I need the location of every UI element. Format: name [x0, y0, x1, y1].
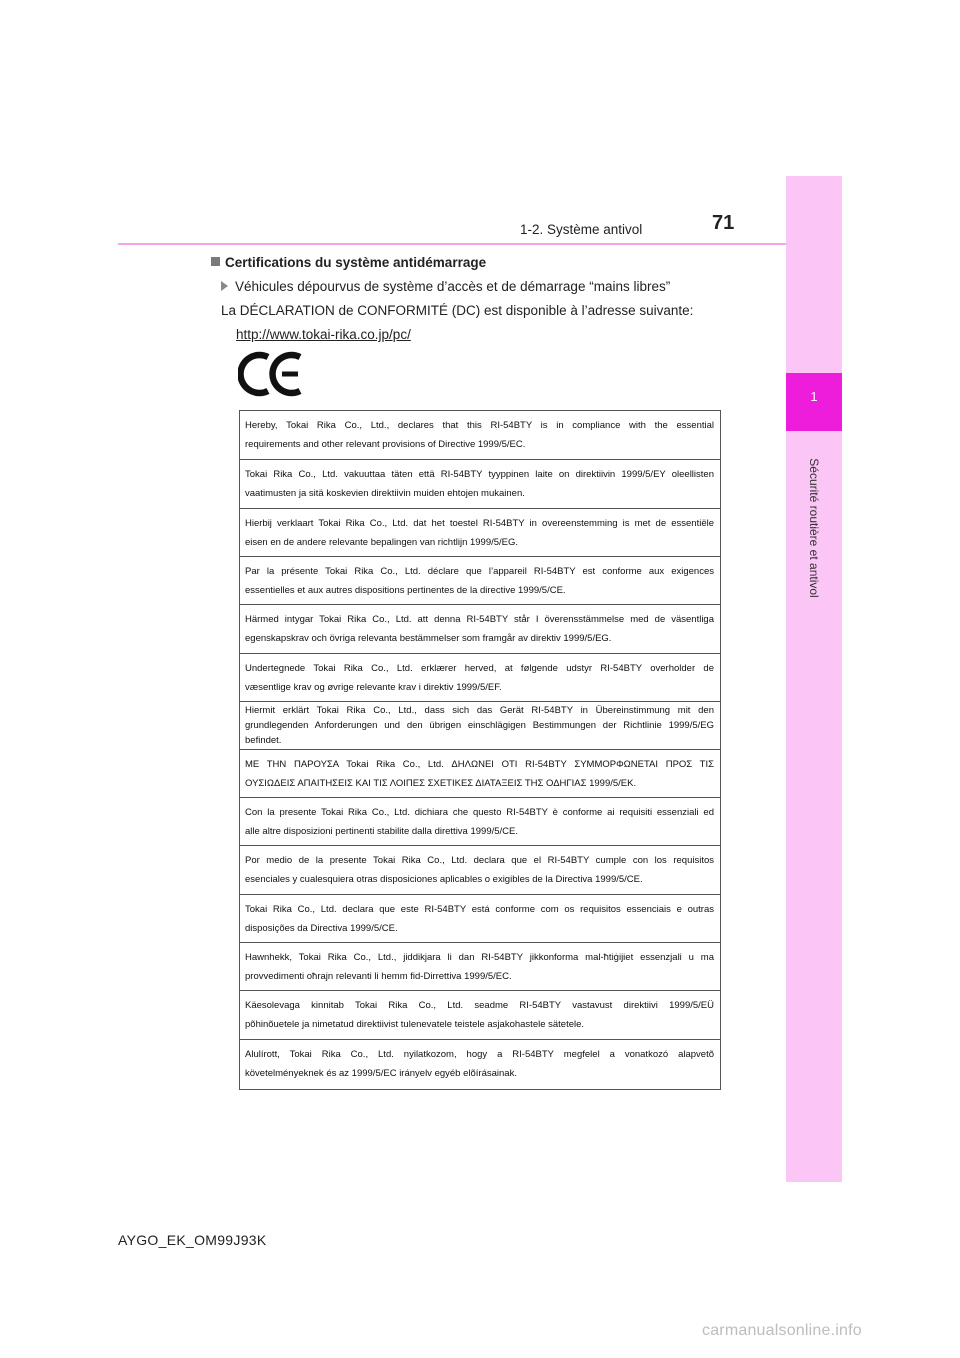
declaration-line: væsentlige krav og øvrige relevante krav i direktiv 1999/5/EF.	[245, 682, 502, 693]
declaration-line: Hereby, Tokai Rika Co., Ltd., declares that this RI-54BTY is in compliance with the essential	[245, 420, 714, 431]
declaration-line: ΜΕ ΤΗΝ ΠΑΡΟΥΣΑ Tokai Rika Co., Ltd. ΔΗΛΩΝΕΙ ΟΤΙ RI-54BTY ΣΥΜΜΟΡΦΩΝΕΤΑΙ ΠΡΟΣ ΤΙΣ	[245, 759, 714, 770]
declaration-row	[240, 701, 720, 749]
declaration-line: Por medio de la presente Tokai Rika Co., Ltd. declara que el RI-54BTY cumple con los requisitos	[245, 855, 714, 866]
declaration-line: eisen en de andere relevante bepalingen van richtlijn 1999/5/EG.	[245, 537, 519, 548]
section-title: 1-2. Système antivol	[520, 222, 643, 237]
ce-mark-logo	[238, 348, 308, 400]
declaration-line: requirements and other relevant provisions of Directive 1999/5/EC.	[245, 439, 526, 450]
declaration-line: vaatimusten ja sitä koskevien direktiivin muiden ehtojen mukainen.	[245, 488, 525, 499]
chapter-number: 1	[810, 389, 818, 404]
declaration-url-link[interactable]: http://www.tokai-rika.co.jp/pc/	[236, 327, 411, 342]
declaration-row	[240, 653, 720, 701]
page-number: 71	[712, 212, 735, 234]
declaration-row	[240, 749, 720, 797]
declaration-line: põhinõuetele ja nimetatud direktiivist tulenevatele teistele asjakohastele sätetele.	[245, 1019, 585, 1030]
body-text: La DÉCLARATION de CONFORMITÉ (DC) est disponible à l’adresse suivante:	[221, 303, 694, 318]
section-heading	[211, 255, 486, 270]
subheading	[221, 279, 670, 294]
declaration-line: Alulírott, Tokai Rika Co., Ltd. nyilatkozom, hogy a RI-54BTY megfelel a vonatkozó alapvetõ	[245, 1049, 714, 1060]
document-id: AYGO_EK_OM99J93K	[118, 1232, 267, 1248]
declaration-line: esenciales y cualesquiera otras disposiciones aplicables o exigibles de la Directiva 1999/5/CE.	[245, 874, 643, 885]
declaration-line: Undertegnede Tokai Rika Co., Ltd. erklærer herved, at følgende udstyr RI-54BTY overholder de	[245, 663, 714, 674]
declaration-line: Hawnhekk, Tokai Rika Co., Ltd., jiddikjara li dan RI-54BTY jikkonforma mal-ħtiġijiet essenzjali u ma	[245, 952, 714, 963]
declaration-line: Käesolevaga kinnitab Tokai Rika Co., Ltd. seadme RI-54BTY vastavust direktiivi 1999/5/EÜ	[245, 1000, 714, 1011]
declaration-row	[240, 1039, 720, 1090]
declaration-line: egenskapskrav och övriga relevanta bestämmelser som framgår av direktiv 1999/5/EG.	[245, 633, 612, 644]
declaration-line: disposições da Directiva 1999/5/CE.	[245, 923, 398, 934]
declaration-line: Tokai Rika Co., Ltd. declara que este RI-54BTY está conforme com os requisitos essenciais e outras	[245, 904, 714, 915]
heading-text: Certifications du système antidémarrage	[225, 255, 487, 270]
declaration-row	[240, 797, 720, 845]
declaration-table	[239, 410, 721, 1090]
declaration-line: Par la présente Tokai Rika Co., Ltd. déclare que l’appareil RI-54BTY est conforme aux exigences	[245, 566, 714, 577]
declaration-row	[240, 990, 720, 1039]
declaration-line: Hiermit erklärt Tokai Rika Co., Ltd., dass sich das Gerät RI-54BTY in Übereinstimmung mit den	[245, 705, 714, 716]
declaration-line: grundlegenden Anforderungen und den übrigen einschlägigen Bestimmungen der Richtlinie 1999/5/EG	[245, 720, 714, 731]
side-tab	[786, 176, 842, 1182]
declaration-line: Con la presente Tokai Rika Co., Ltd. dichiara che questo RI-54BTY è conforme ai requisiti essenziali ed	[245, 807, 714, 818]
watermark: carmanualsonline.info	[702, 1322, 862, 1339]
declaration-row	[240, 411, 720, 459]
declaration-line: Hierbij verklaart Tokai Rika Co., Ltd. dat het toestel RI-54BTY in overeenstemming is met de essentiële	[245, 518, 714, 529]
subheading-text: Véhicules dépourvus de système d’accès et de démarrage “mains libres”	[235, 279, 671, 294]
declaration-row	[240, 556, 720, 604]
declaration-row	[240, 459, 720, 508]
declaration-row	[240, 942, 720, 990]
header-divider	[118, 243, 786, 245]
declaration-row	[240, 845, 720, 894]
declaration-line: provvedimenti oħrajn relevanti li hemm fid-Dirrettiva 1999/5/EC.	[245, 971, 512, 982]
declaration-line: befindet.	[245, 735, 282, 746]
declaration-line: alle altre disposizioni pertinenti stabilite dalla direttiva 1999/5/CE.	[245, 826, 519, 837]
declaration-line: ΟΥΣΙΩΔΕΙΣ ΑΠΑΙΤΗΣΕΙΣ ΚΑΙ ΤΙΣ ΛΟΙΠΕΣ ΣΧΕΤΙΚΕΣ ΔΙΑΤΑΞΕΙΣ ΤΗΣ ΟΔΗΓΙΑΣ 1999/5/ΕΚ.	[245, 778, 637, 789]
chapter-label: Sécurité routière et antivol	[807, 458, 821, 598]
declaration-line: Tokai Rika Co., Ltd. vakuuttaa täten että RI-54BTY tyyppinen laite on direktiivin 1999/5/EY oleellisten	[245, 469, 714, 480]
declaration-row	[240, 508, 720, 556]
declaration-row	[240, 604, 720, 653]
declaration-line: essentielles et aux autres dispositions pertinentes de la directive 1999/5/CE.	[245, 585, 566, 596]
square-bullet-icon	[211, 257, 220, 266]
declaration-line: Härmed intygar Tokai Rika Co., Ltd. att denna RI-54BTY står I överensstämmelse med de väsentliga	[245, 614, 714, 625]
triangle-bullet-icon	[221, 281, 228, 291]
declaration-row	[240, 894, 720, 942]
declaration-line: követelményeknek és az 1999/5/EC irányelv egyéb elõírásainak.	[245, 1068, 517, 1079]
